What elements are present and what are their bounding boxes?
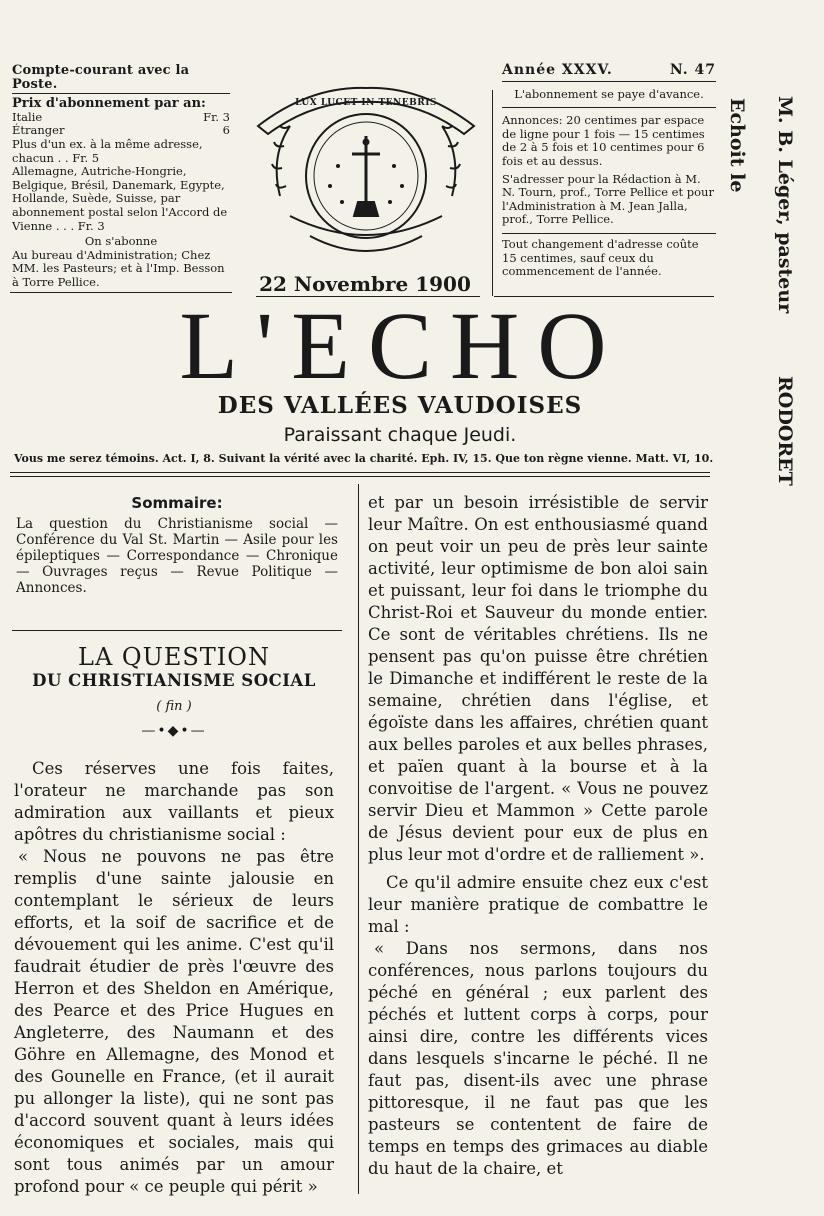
margin-note-rodoret: RODORET	[774, 376, 796, 486]
emblem-motto: LUX LUCET IN TENEBRIS	[295, 98, 437, 108]
compte-courant: Compte-courant avec la Poste.	[12, 63, 190, 92]
margin-note-echoit: Echoit le	[726, 98, 748, 193]
article-title: LA QUESTION	[78, 643, 270, 671]
margin-note-leger: M. B. Léger, pasteur	[774, 96, 796, 314]
abonnement-paye: L'abonnement se paye d'avance.	[514, 86, 704, 101]
column-divider	[358, 484, 359, 1194]
prix-title: Prix d'abonnement par an:	[12, 96, 206, 112]
masthead-tagline: Paraissant chaque Jeudi.	[283, 424, 517, 446]
masthead-title: L'ECHO	[179, 292, 625, 399]
rate-etranger: Étranger 6	[12, 123, 230, 138]
issue-date: 22 Novembre 1900	[259, 272, 471, 296]
issue-info	[502, 64, 716, 279]
paragraph: et par un besoin irrésistible de servir leur Maître. On est enthousiasmé quand on peut voir un peu de près leur sainte activité, leur optimisme de bon aloi sain et puissant, leur foi dans le triomphe du Christ-Roi et Sauveur du monde entier. Ce sont de véritables chrétiens. Ils ne pensent pas qu'on puisse être chrétien le Dimanche et indifférent le reste de la semaine, chrétien dans l'église, et égoïste dans les affaires, chrétien quant aux belles paroles et aux belles phrases, et païen quant à la bourse et à la convoitise de l'argent. « Vous ne pouvez servir Dieu et Mammon » Cette parole de Jésus devient pour eux de plus en plus leur mot d'ordre et de ralliement ».	[368, 493, 708, 864]
divider	[10, 472, 710, 473]
article-right-column	[368, 492, 708, 1180]
on-sabonne: On s'abonne	[84, 234, 158, 249]
sommaire-title: Sommaire:	[131, 494, 223, 512]
annee-numero	[502, 64, 716, 78]
article-left-column	[14, 643, 334, 1198]
divider	[12, 630, 342, 631]
sommaire-text: La question du Christianisme social — Conférence du Val St. Martin — Asile pour les épileptiques — Correspondance — Chronique — Ouvrages reçus — Revue Politique — Annonces.	[16, 516, 338, 596]
bible-verses: Vous me serez témoins. Act. I, 8. Suivant la vérité avec la charité. Eph. IV, 15. Que ton règne vienne. Matt. VI, 10.	[14, 452, 714, 465]
annee: Année XXXV.	[502, 62, 613, 78]
masthead-subtitle: DES VALLÉES VAUDOISES	[217, 392, 583, 419]
paragraph: Ces réserves une fois faites, l'orateur ne marchande pas son admiration aux vaillants et pieux apôtres du christianisme social :	[14, 759, 334, 844]
rate-italie: Italie Fr. 3	[12, 109, 230, 124]
emblem	[250, 76, 482, 266]
article-subtitle: DU CHRISTIANISME SOCIAL	[32, 671, 316, 690]
divider	[492, 90, 493, 296]
countries-rate: Allemagne, Autriche-Hongrie, Belgique, Brésil, Danemark, Egypte, Hollande, Suède, Suisse, par abonnement postal selon l'Accord de Vienne . . . Fr. 3	[12, 164, 228, 233]
paragraph: « Dans nos sermons, dans nos conférences, nous parlons toujours du péché en général ; eux parlent des péchés et luttent corps à corps, pour ainsi dire, contre les différents vices dans lesquels s'incarne le péché. Il ne faut pas, disent-ils avec une phrase pittoresque, il ne faut pas que les pasteurs se contentent de faire de temps en temps des grimaces au diable du haut de la chaire, et	[368, 939, 708, 1178]
plus-exemplaire: Plus d'un ex. à la même adresse, chacun . . Fr. 5	[12, 136, 203, 165]
paragraph: « Nous ne pouvons ne pas être remplis d'une sainte jalousie en contemplant le sérieux de leurs efforts, et la soif de sacrifice et de dévouement qui les anime. C'est qu'il faudrait étudier de près l'œuvre des Herron et des Sheldon en Amérique, des Pearce et des Price Hugues en Angleterre, des Naumann et des Göhre en Allemagne, des Monod et des Gounelle en France, (et il aurait pu allonger la liste), qui ne sont pas d'accord souvent quant à leurs idées économiques et sociales, mais qui sont tous animés par un amour profond pour « ce peuple qui périt »	[14, 847, 334, 1196]
changement-adresse: Tout changement d'adresse coûte 15 centimes, sauf ceux du commencement de l'année.	[502, 236, 699, 279]
paragraph: Ce qu'il admire ensuite chez eux c'est leur manière pratique de combattre le mal :	[368, 873, 708, 936]
subscription-info	[12, 64, 230, 290]
ornament: —•◆•—	[141, 723, 207, 739]
sommaire	[16, 494, 338, 596]
divider	[10, 476, 710, 477]
adresser: S'adresser pour la Rédaction à M. N. Tourn, prof., Torre Pellice et pour l'Administration à M. Jean Jalla, prof., Torre Pellice.	[502, 171, 714, 227]
bureau-info: Au bureau d'Administration; Chez MM. les Pasteurs; et à l'Imp. Besson à Torre Pellice.	[12, 247, 225, 289]
annonces: Annonces: 20 centimes par espace de ligne pour 1 fois — 15 centimes de 2 à 5 fois et 10 centimes pour 6 fois et au dessus.	[502, 113, 705, 168]
article-fin: ( fin )	[156, 699, 192, 714]
numero: N. 47	[669, 62, 716, 78]
